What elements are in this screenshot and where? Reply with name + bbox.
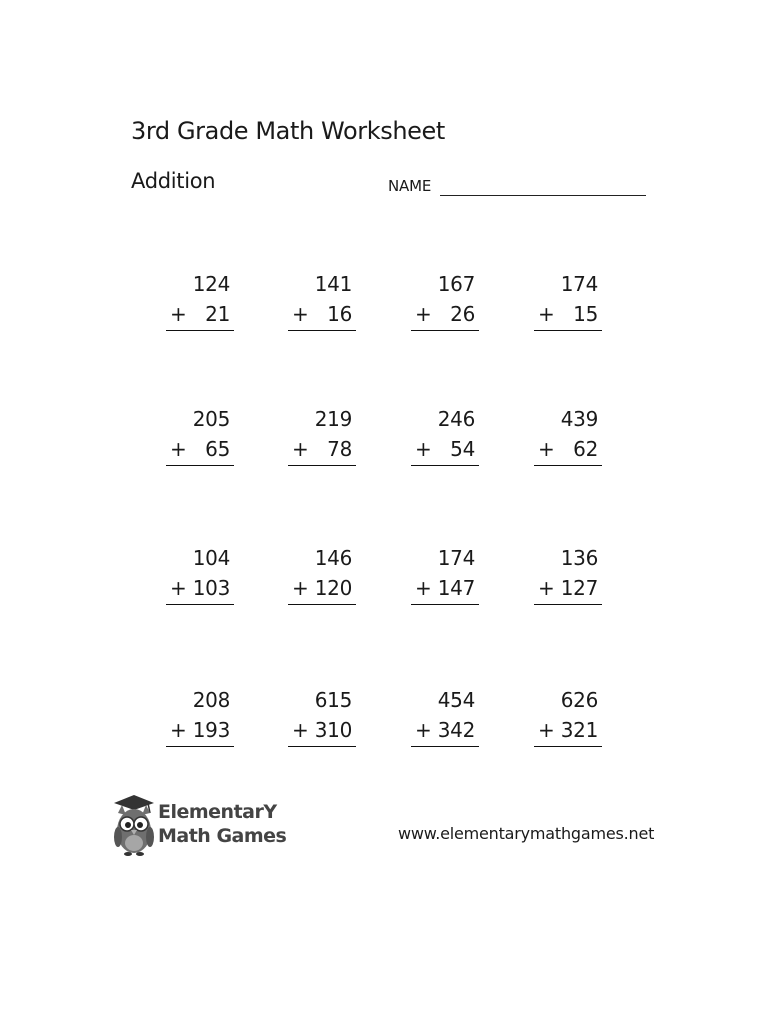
answer-line [534,330,602,331]
addend-bottom: 342 [437,718,475,742]
plus-sign: + [170,718,187,742]
addend-bottom: 103 [192,576,230,600]
addend-top: 439 [560,407,598,431]
plus-sign: + [538,576,555,600]
addend-top: 454 [437,688,475,712]
addition-problem [411,688,479,748]
addend-bottom: 120 [314,576,352,600]
plus-sign: + [292,437,309,461]
addend-top: 136 [560,546,598,570]
addition-problem [288,407,356,467]
addition-problem [534,688,602,748]
answer-line [534,604,602,605]
website-url: www.elementarymathgames.net [398,824,655,843]
plus-sign: + [538,718,555,742]
addend-bottom: 15 [573,302,598,326]
answer-line [288,746,356,747]
plus-sign: + [538,437,555,461]
addend-top: 124 [192,272,230,296]
addend-bottom: 127 [560,576,598,600]
addend-bottom: 16 [327,302,352,326]
addend-top: 205 [192,407,230,431]
addition-problem [288,688,356,748]
addend-bottom: 65 [205,437,230,461]
addition-problem [288,272,356,332]
plus-sign: + [170,302,187,326]
addition-problem [411,272,479,332]
addition-problem [411,546,479,606]
addend-bottom: 26 [450,302,475,326]
answer-line [411,465,479,466]
addition-problem [166,546,234,606]
plus-sign: + [170,437,187,461]
addend-top: 626 [560,688,598,712]
name-label: NAME [388,177,432,195]
plus-sign: + [415,437,432,461]
answer-line [411,746,479,747]
addend-top: 146 [314,546,352,570]
plus-sign: + [415,302,432,326]
answer-line [534,746,602,747]
addend-bottom: 21 [205,302,230,326]
logo-wordmark [158,800,286,848]
answer-line [166,604,234,605]
addend-bottom: 54 [450,437,475,461]
plus-sign: + [292,302,309,326]
plus-sign: + [292,718,309,742]
answer-line [288,330,356,331]
plus-sign: + [170,576,187,600]
addend-top: 167 [437,272,475,296]
answer-line [166,330,234,331]
addition-problem [288,546,356,606]
addend-top: 174 [560,272,598,296]
addition-problem [166,407,234,467]
addend-bottom: 62 [573,437,598,461]
addition-problem [166,688,234,748]
owl-icon [108,793,158,861]
logo [108,793,288,861]
addition-problem [534,407,602,467]
answer-line [534,465,602,466]
addition-problem [166,272,234,332]
logo-line1: ElementarY [158,801,277,823]
answer-line [411,330,479,331]
plus-sign: + [292,576,309,600]
addition-problem [411,407,479,467]
addend-bottom: 321 [560,718,598,742]
addend-bottom: 78 [327,437,352,461]
addition-problem [534,546,602,606]
addend-bottom: 193 [192,718,230,742]
plus-sign: + [415,718,432,742]
addend-top: 141 [314,272,352,296]
logo-line2: Math Games [158,825,287,847]
answer-line [166,465,234,466]
addend-bottom: 310 [314,718,352,742]
plus-sign: + [538,302,555,326]
addend-bottom: 147 [437,576,475,600]
addend-top: 246 [437,407,475,431]
addend-top: 219 [314,407,352,431]
answer-line [166,746,234,747]
addend-top: 104 [192,546,230,570]
plus-sign: + [415,576,432,600]
answer-line [288,465,356,466]
worksheet-subtitle: Addition [131,169,216,193]
name-line [440,195,646,196]
addend-top: 208 [192,688,230,712]
answer-line [288,604,356,605]
addition-problem [534,272,602,332]
addend-top: 174 [437,546,475,570]
page-title: 3rd Grade Math Worksheet [131,117,445,145]
answer-line [411,604,479,605]
addend-top: 615 [314,688,352,712]
